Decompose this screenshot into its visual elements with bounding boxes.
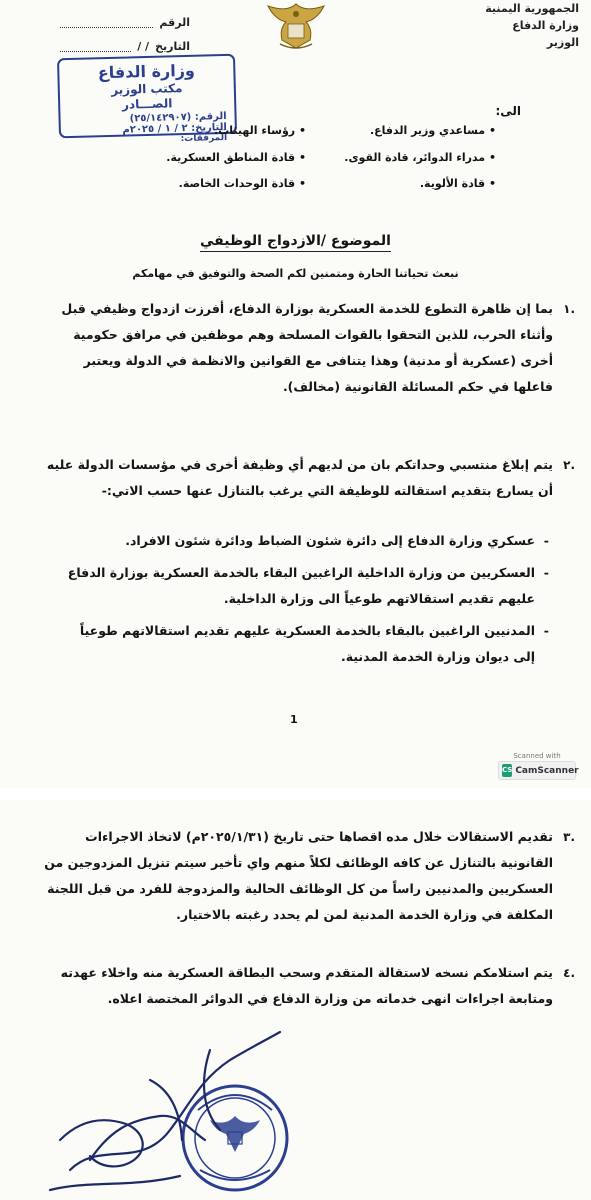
stamp-number: الرقم: (٢٥/١٤٢٩٠٧): [129, 110, 227, 125]
recipient-assistants: • مساعدي وزير الدفاع.: [369, 124, 496, 137]
list-item: - العسكريين من وزارة الداخلية الراغبين البقاء بالخدمة العسكرية بوزارة الدفاع عليهم تقديم استقالاتهم طوعياً الى وزارة الداخلية.: [66, 560, 551, 612]
recipient-brigades: • قادة الألوية.: [419, 177, 496, 190]
paragraph-2-number: .٢: [563, 458, 575, 472]
recipient-regions: • قادة المناطق العسكرية.: [166, 151, 306, 164]
camscanner-badge: [498, 752, 579, 780]
paragraph-4: [43, 960, 575, 1012]
eagle-emblem-icon: [250, 0, 342, 52]
date-blank-line: [60, 40, 131, 52]
camscanner-icon: CS: [502, 764, 512, 777]
paragraph-2-text: يتم إبلاغ منتسبي وحداتكم بان من لديهم أي وظيفة أخرى في مؤسسات الدولة عليه أن يسارع بتقديم استقالته للوظيفة التي يرغب بالتنازل عنها حسب الاتي:-: [46, 457, 553, 498]
stamp-ministry: وزارة الدفاع: [97, 60, 196, 83]
stamp-office: مكتب الوزير: [111, 81, 183, 97]
paragraph-4-text: يتم استلامكم نسخه لاستقالة المتقدم وسحب البطاقة العسكرية منه واخلاء عهدته ومتابعة اجراءات انهى خدماته من وزارة الدفاع في الدوائر المختصة اعلاه.: [60, 965, 553, 1006]
recipient-directors: • مدراء الدوائر، قادة القوى.: [344, 151, 496, 164]
ministry-header: [459, 0, 579, 51]
scanner-brand: CamScanner: [515, 765, 579, 776]
recipient-special-units: • قادة الوحدات الخاصة.: [178, 177, 306, 190]
page-separator: [0, 788, 591, 800]
paragraph-1: [43, 296, 575, 400]
stamp-attachments: المرفقات:: [180, 132, 228, 145]
minister-signature-and-seal: [30, 1020, 290, 1200]
ministry-name: وزارة الدفاع: [512, 19, 579, 32]
page-number: 1: [290, 713, 298, 726]
paragraph-1-text: بما إن ظاهرة التطوع للخدمة العسكرية بوزارة الدفاع، أفرزت ازدواج وظيفي قبل وأثناء الحرب، للذين التحقوا بالقوات المسلحة وهم موظفين في مرافق حكومية أخرى (عسكرية أو مدنية) وهذا يتنافى مع القوانين والانظمة في الدولة ويعتبر فاعلها في حكم المسائلة القانونية (مخالف).: [61, 301, 553, 394]
list-item: - عسكري وزارة الدفاع إلى دائرة شئون الضباط ودائرة شئون الافراد.: [66, 528, 551, 554]
paragraph-4-number: .٤: [563, 966, 575, 980]
outgoing-office-stamp: [57, 54, 237, 145]
paragraph-3-text: تقديم الاستقالات خلال مده اقصاها حتى تاريخ (٢٠٢٥/١/٣١م) لاتخاذ الاجراءات القانونية بالتنازل عن كافه الوظائف لكلاً منهم واي تأخير سيتم تنزيل المزدوجين من العسكريين والمدنيين راساً من كل الوظائف الحالية والمزدوجة للفرد من قبل اللجنة المكلفة في وزارة الخدمة المدنية لمن لم يحدد رغبته بالاختيار.: [44, 829, 553, 922]
paragraph-2: [43, 452, 575, 504]
recipient-authorities: • رؤساء الهيئات.: [214, 124, 306, 137]
letter-subject: الموضوع /الازدواج الوظيفي: [0, 233, 591, 249]
paragraph-2-list: [66, 528, 551, 676]
number-blank-line: [60, 16, 153, 28]
handwritten-signature-icon: [50, 1032, 280, 1190]
recipients-label: الى:: [495, 104, 521, 118]
scanner-caption: Scanned with: [513, 752, 561, 760]
number-label: الرقم: [159, 15, 190, 29]
date-label: التاريخ: [155, 39, 190, 53]
official-seal-icon: [183, 1086, 287, 1190]
paragraph-3: [43, 824, 575, 928]
greeting-line: نبعث تحياتنا الحارة ومتمنين لكم الصحة والتوفيق في مهامكم: [132, 267, 459, 280]
stamp-date: التاريخ: ٢ / ١ / ٢٠٢٥م: [122, 121, 227, 136]
stamp-outgoing: الصـــادر: [121, 96, 173, 112]
list-item: - المدنيين الراغبين بالبقاء بالخدمة العسكرية عليهم تقديم استقالاتهم طوعياً إلى ديوان وزارة الخدمة المدنية.: [66, 618, 551, 670]
paragraph-1-number: .١: [563, 302, 575, 316]
paragraph-3-number: .٣: [563, 830, 575, 844]
reference-number-row: [60, 10, 190, 34]
republic-name: الجمهورية اليمنية: [485, 2, 579, 15]
reference-fields: [60, 10, 190, 58]
date-blank: / /: [137, 39, 150, 53]
minister-label: الوزير: [546, 36, 579, 49]
scanner-logo: [498, 761, 579, 780]
